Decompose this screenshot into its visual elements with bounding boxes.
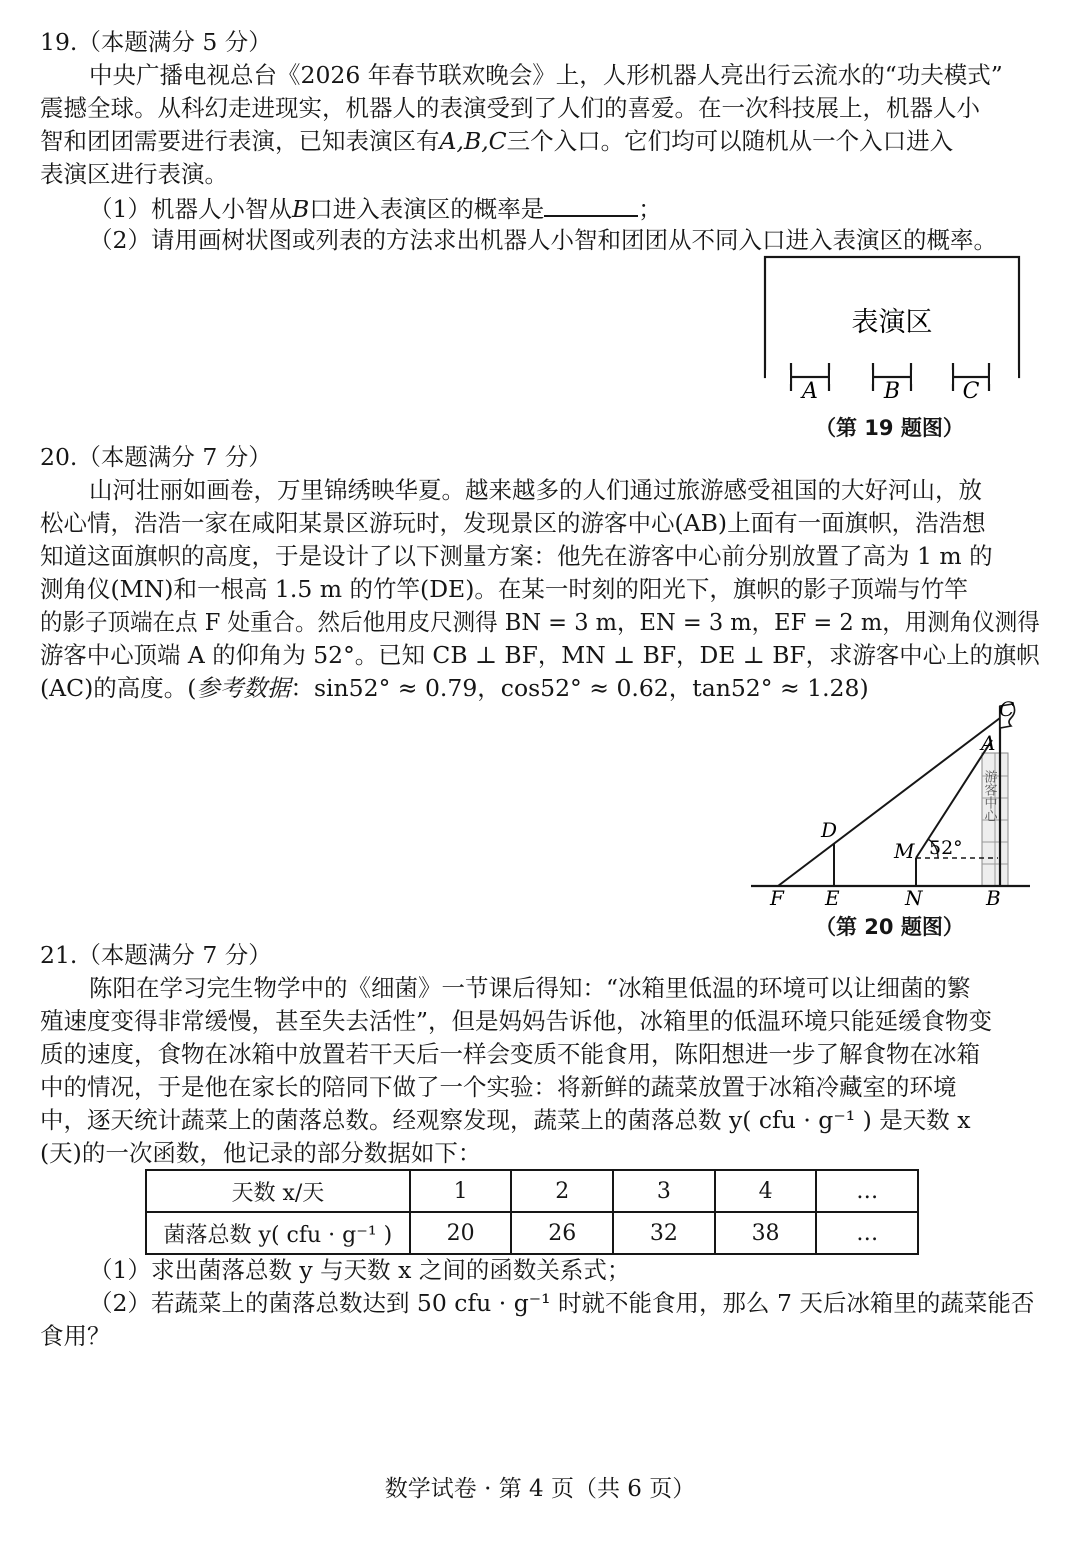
q19-line-2: 震撼全球。从科幻走进现实，机器人的表演受到了人们的喜爱。在一次科技展上，机器人小	[40, 94, 980, 122]
table-cell: 2	[511, 1170, 613, 1212]
q19-part-2: （2）请用画树状图或列表的方法求出机器人小智和团团从不同入口进入表演区的概率。	[89, 226, 997, 254]
q19-part-1: （1）机器人小智从B口进入表演区的概率是 ；	[89, 191, 662, 225]
table-cell: 38	[715, 1212, 817, 1254]
q21-line-6: (天)的一次函数，他记录的部分数据如下：	[40, 1139, 482, 1167]
table-cell: …	[816, 1170, 918, 1212]
label-f: F	[770, 886, 784, 910]
q19-caption: （第 19 题图）	[815, 416, 964, 440]
entrance-a: A	[802, 379, 818, 400]
table-cell: 4	[715, 1170, 817, 1212]
q21-line-4: 中的情况，于是他在家长的陪同下做了一个实验：将新鲜的蔬菜放置于冰箱冷藏室的环境	[40, 1073, 957, 1101]
q20-line-5: 的影子顶端在点 F 处重合。然后他用皮尺测得 BN = 3 m，EN = 3 m，EF = 2 m，用测角仪测得	[40, 608, 1040, 636]
q19-line-3: 智和团团需要进行表演，已知表演区有A,B,C三个入口。它们均可以随机从一个入口进入	[40, 127, 954, 155]
entrance-c: C	[962, 379, 980, 400]
q21-data-table	[145, 1169, 919, 1255]
table-cell: 1	[410, 1170, 512, 1212]
q20-line-4: 测角仪(MN)和一根高 1.5 m 的竹竿(DE)。在某一时刻的阳光下，旗帜的影子顶端与竹竿	[40, 575, 968, 603]
label-m: M	[894, 839, 915, 863]
label-a: A	[981, 731, 996, 755]
table-header-days: 天数 x/天	[146, 1170, 410, 1212]
q19-line-4: 表演区进行表演。	[40, 160, 228, 188]
table-cell: …	[816, 1212, 918, 1254]
q20-line-3: 知道这面旗帜的高度，于是设计了以下测量方案：他先在游客中心前分别放置了高为 1 m 的	[40, 542, 993, 570]
q20-line-1: 山河壮丽如画卷，万里锦绣映华夏。越来越多的人们通过旅游感受祖国的大好河山，放	[89, 476, 982, 504]
q21-line-3: 质的速度，食物在冰箱中放置若干天后一样会变质不能食用，陈阳想进一步了解食物在冰箱	[40, 1040, 980, 1068]
q20-caption: （第 20 题图）	[815, 915, 964, 939]
entrance-b: B	[883, 379, 901, 400]
table-cell: 3	[613, 1170, 715, 1212]
q21-part-2-cont: 食用？	[40, 1322, 111, 1350]
table-row-days	[146, 1170, 918, 1212]
q20-header: 20.（本题满分 7 分）	[40, 443, 272, 471]
q19-line-1: 中央广播电视总台《2026 年春节联欢晚会》上，人形机器人亮出行云流水的“功夫模式”	[89, 61, 1003, 89]
page-footer: 数学试卷 · 第 4 页（共 6 页）	[384, 1476, 696, 1502]
q21-line-2: 殖速度变得非常缓慢，甚至失去活性”，但是妈妈告诉他，冰箱里的低温环境只能延缓食物变	[40, 1007, 993, 1035]
table-cell: 32	[613, 1212, 715, 1254]
table-cell: 26	[511, 1212, 613, 1254]
table-header-counts: 菌落总数 y( cfu · g⁻¹ )	[146, 1212, 410, 1254]
q20-line-2: 松心情，浩浩一家在咸阳某景区游玩时，发现景区的游客中心(AB)上面有一面旗帜，浩浩想	[40, 509, 986, 537]
reference-data-label: 参考数据	[196, 674, 291, 702]
table-cell: 20	[410, 1212, 512, 1254]
performance-area-label: 表演区	[851, 307, 933, 338]
q19-header: 19.（本题满分 5 分）	[40, 28, 272, 56]
angle-label: 52°	[929, 837, 963, 859]
table-row-counts	[146, 1212, 918, 1254]
label-b: B	[986, 886, 1001, 910]
q21-header: 21.（本题满分 7 分）	[40, 941, 272, 969]
q21-part-1: （1）求出菌落总数 y 与天数 x 之间的函数关系式；	[89, 1256, 631, 1284]
q21-line-5: 中，逐天统计蔬菜上的菌落总数。经观察发现，蔬菜上的菌落总数 y( cfu · g⁻¹ ) 是天数 x	[40, 1106, 971, 1134]
svg-text:游客中心: 游客中心	[981, 770, 997, 822]
label-c: C	[999, 698, 1015, 721]
q19-entrances: A,B,C	[439, 127, 507, 155]
label-n: N	[905, 886, 923, 910]
label-e: E	[825, 886, 840, 910]
q20-line-6: 游客中心顶端 A 的仰角为 52°。已知 CB ⊥ BF，MN ⊥ BF，DE ⊥ BF，求游客中心上的旗帜	[40, 641, 1040, 669]
q21-line-1: 陈阳在学习完生物学中的《细菌》一节课后得知：“冰箱里低温的环境可以让细菌的繁	[89, 974, 971, 1002]
q20-line-7: (AC)的高度。(参考数据：sin52° ≈ 0.79，cos52° ≈ 0.62，tan52° ≈ 1.28)	[40, 674, 869, 702]
label-d: D	[821, 818, 838, 842]
q21-part-2: （2）若蔬菜上的菌落总数达到 50 cfu · g⁻¹ 时就不能食用，那么 7 天后冰箱里的蔬菜能否	[89, 1289, 1035, 1317]
